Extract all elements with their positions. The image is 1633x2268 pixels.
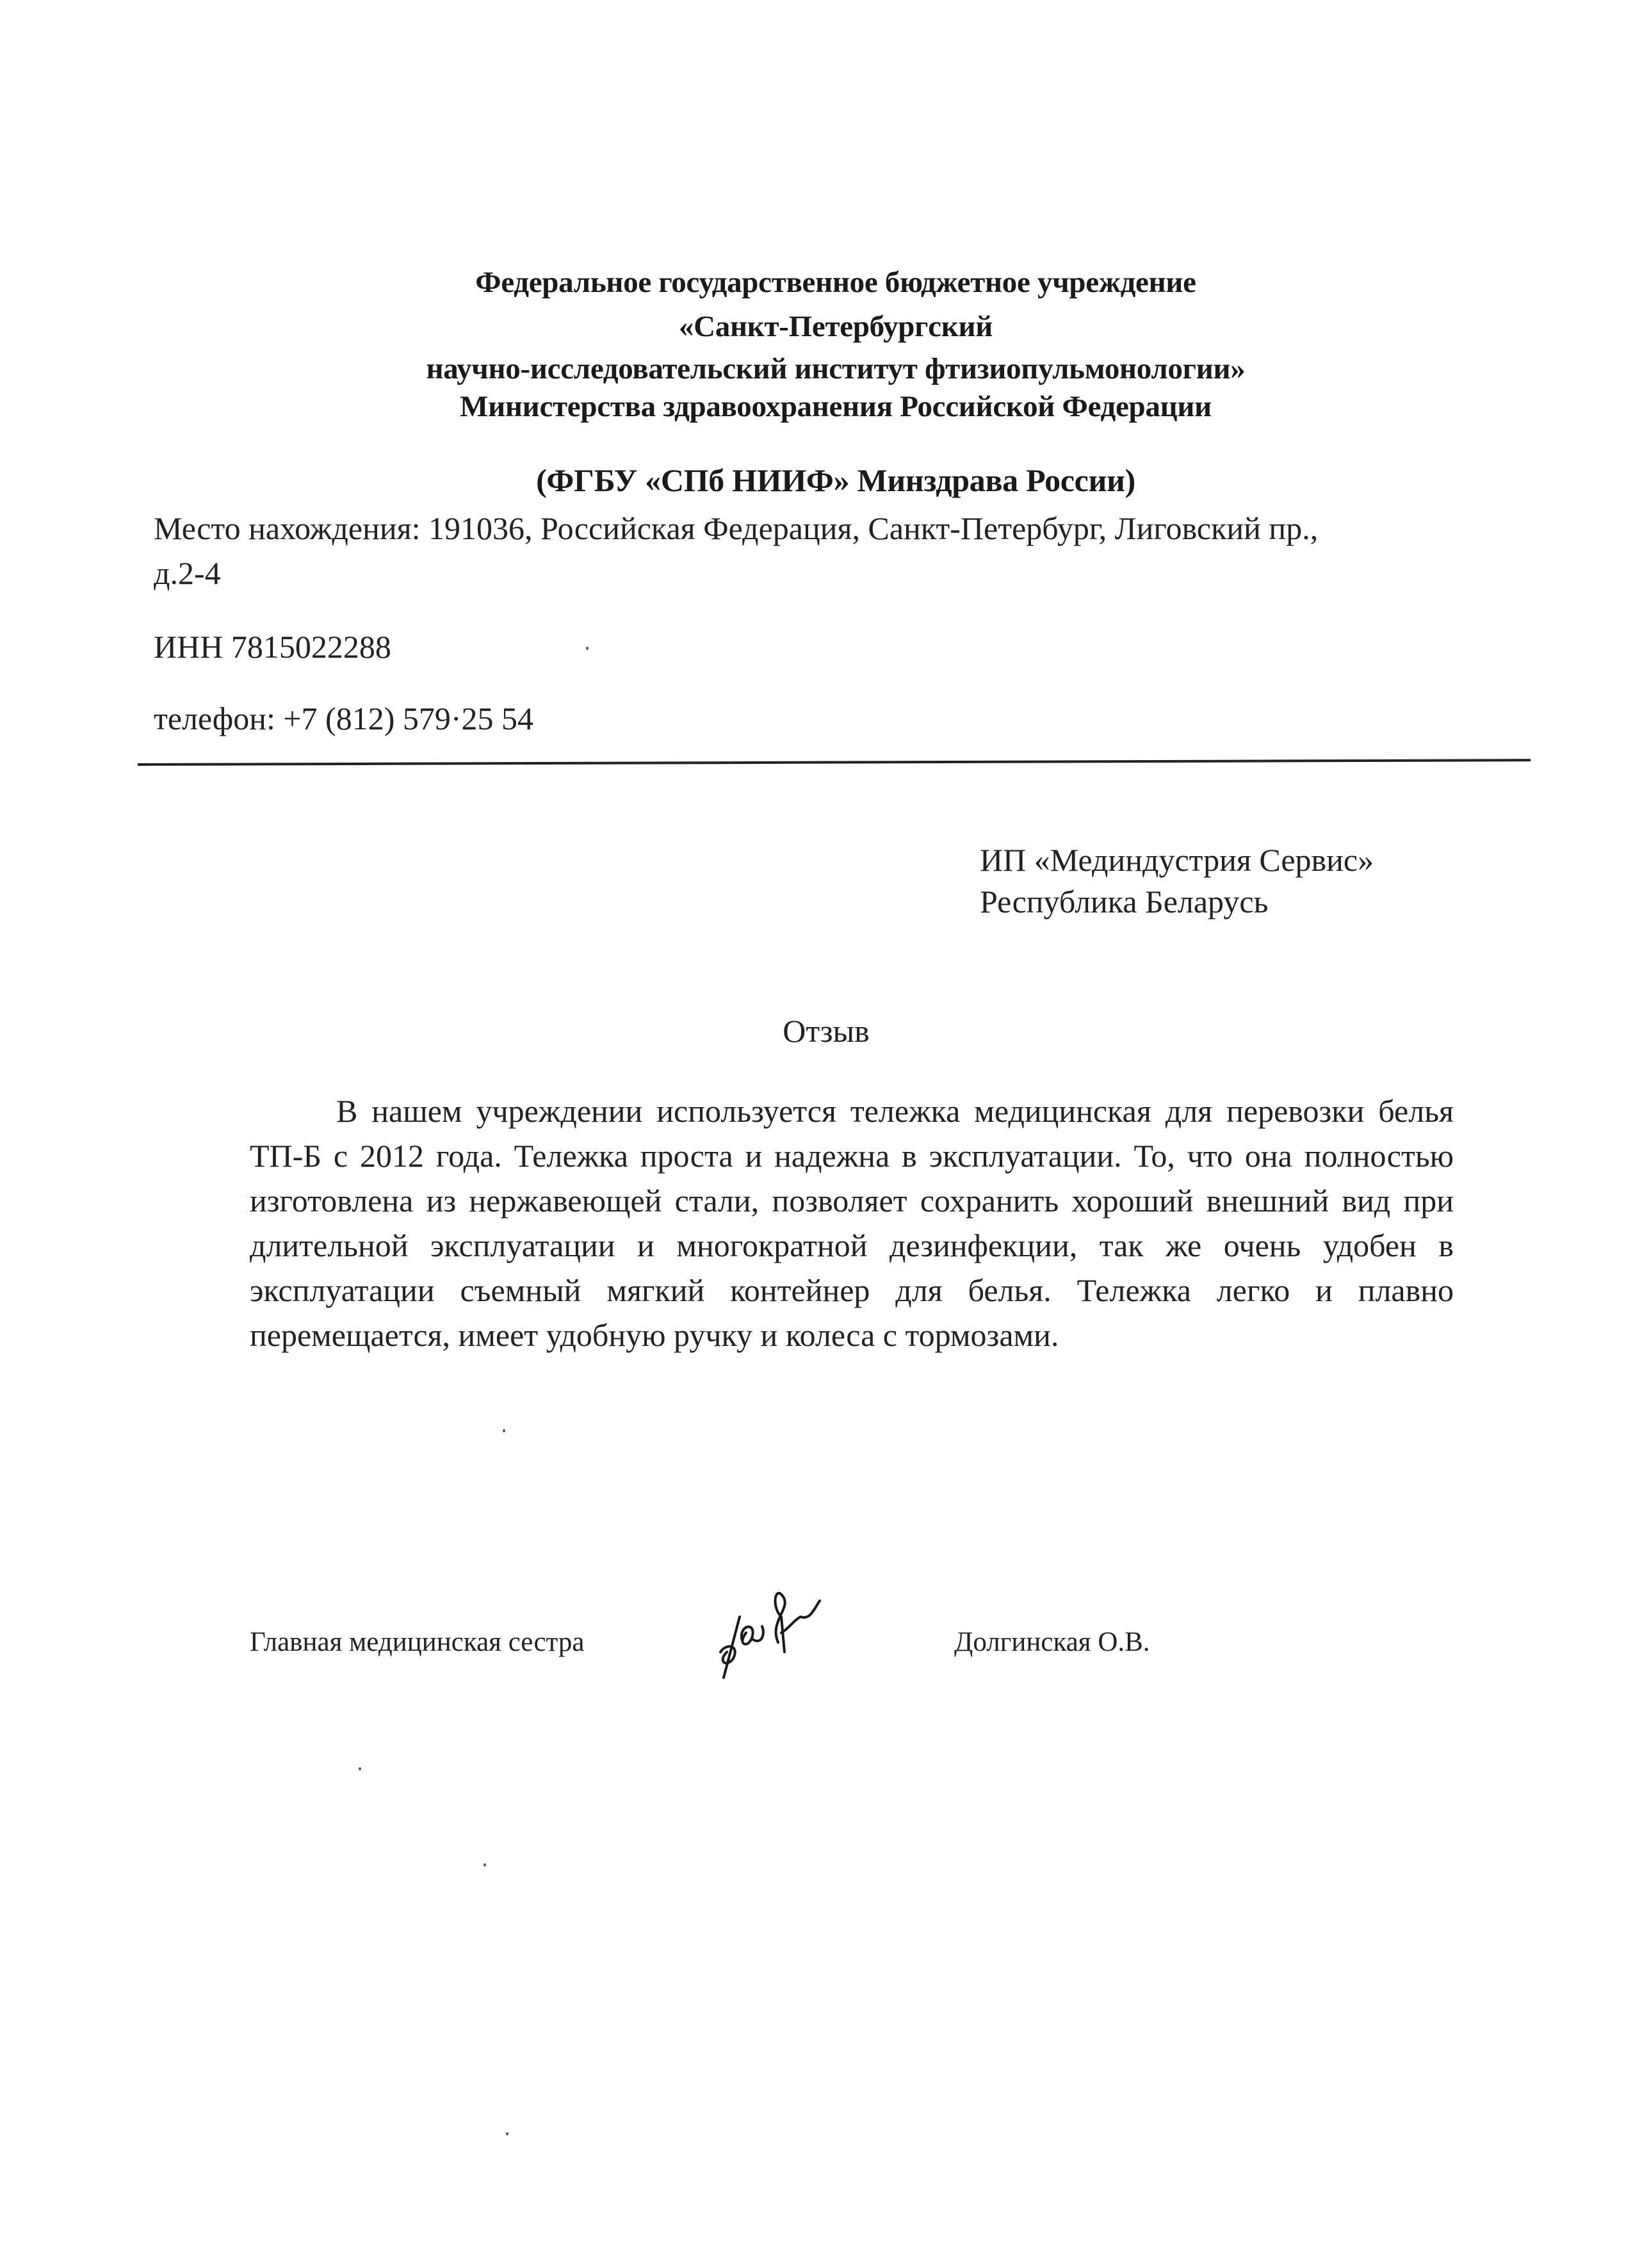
org-short-name: (ФГБУ «СПб НИИФ» Минздрава России) <box>536 462 1135 498</box>
letter-body <box>250 1089 1454 1357</box>
org-name-line-4: Министерства здравоохранения Российской Федерации <box>460 390 1212 423</box>
address-line-1: Место нахождения: 191036, Российская Федерация, Санкт-Петербург, Лиговский пр., <box>154 510 1319 546</box>
scan-speck <box>483 1863 486 1867</box>
recipient-name: ИП «Мединдустрия Сервис» <box>980 842 1374 878</box>
phone: телефон: +7 (812) 579·25 54 <box>154 701 533 736</box>
org-name-line-3: научно-исследовательский институт фтизиопульмонологии» <box>426 352 1246 385</box>
signatory-position: Главная медицинская сестра <box>250 1627 585 1657</box>
scan-speck <box>586 647 589 650</box>
handwritten-signature <box>717 1582 909 1684</box>
org-name-line-2: «Санкт-Петербургский <box>678 310 993 343</box>
org-name-line-1: Федеральное государственное бюджетное учреждение <box>475 266 1196 299</box>
scan-speck <box>506 2132 508 2135</box>
header-divider <box>138 759 1531 766</box>
address-line-2: д.2-4 <box>154 555 221 591</box>
body-paragraph: В нашем учреждении используется тележка медицинская для перевозки белья ТП-Б с 2012 года. Тележка проста и надежна в эксплуатации. То, что она полностью изготовлена из нержавеющей стали, позволяет сохранить хороший внешний вид при длительной эксплуатации и многократной дезинфекции, так же очень удобен в эксплуатации съемный мягкий контейнер для белья. Тележка легко и плавно перемещается, имеет удобную ручку и колеса с тормозами. <box>250 1093 1454 1353</box>
inn: ИНН 7815022288 <box>154 629 391 665</box>
signatory-name: Долгинская О.В. <box>954 1627 1150 1657</box>
document-title: Отзыв <box>783 1013 870 1049</box>
recipient-country: Республика Беларусь <box>980 884 1269 919</box>
scan-speck <box>359 1767 361 1770</box>
scan-speck <box>503 1429 505 1432</box>
